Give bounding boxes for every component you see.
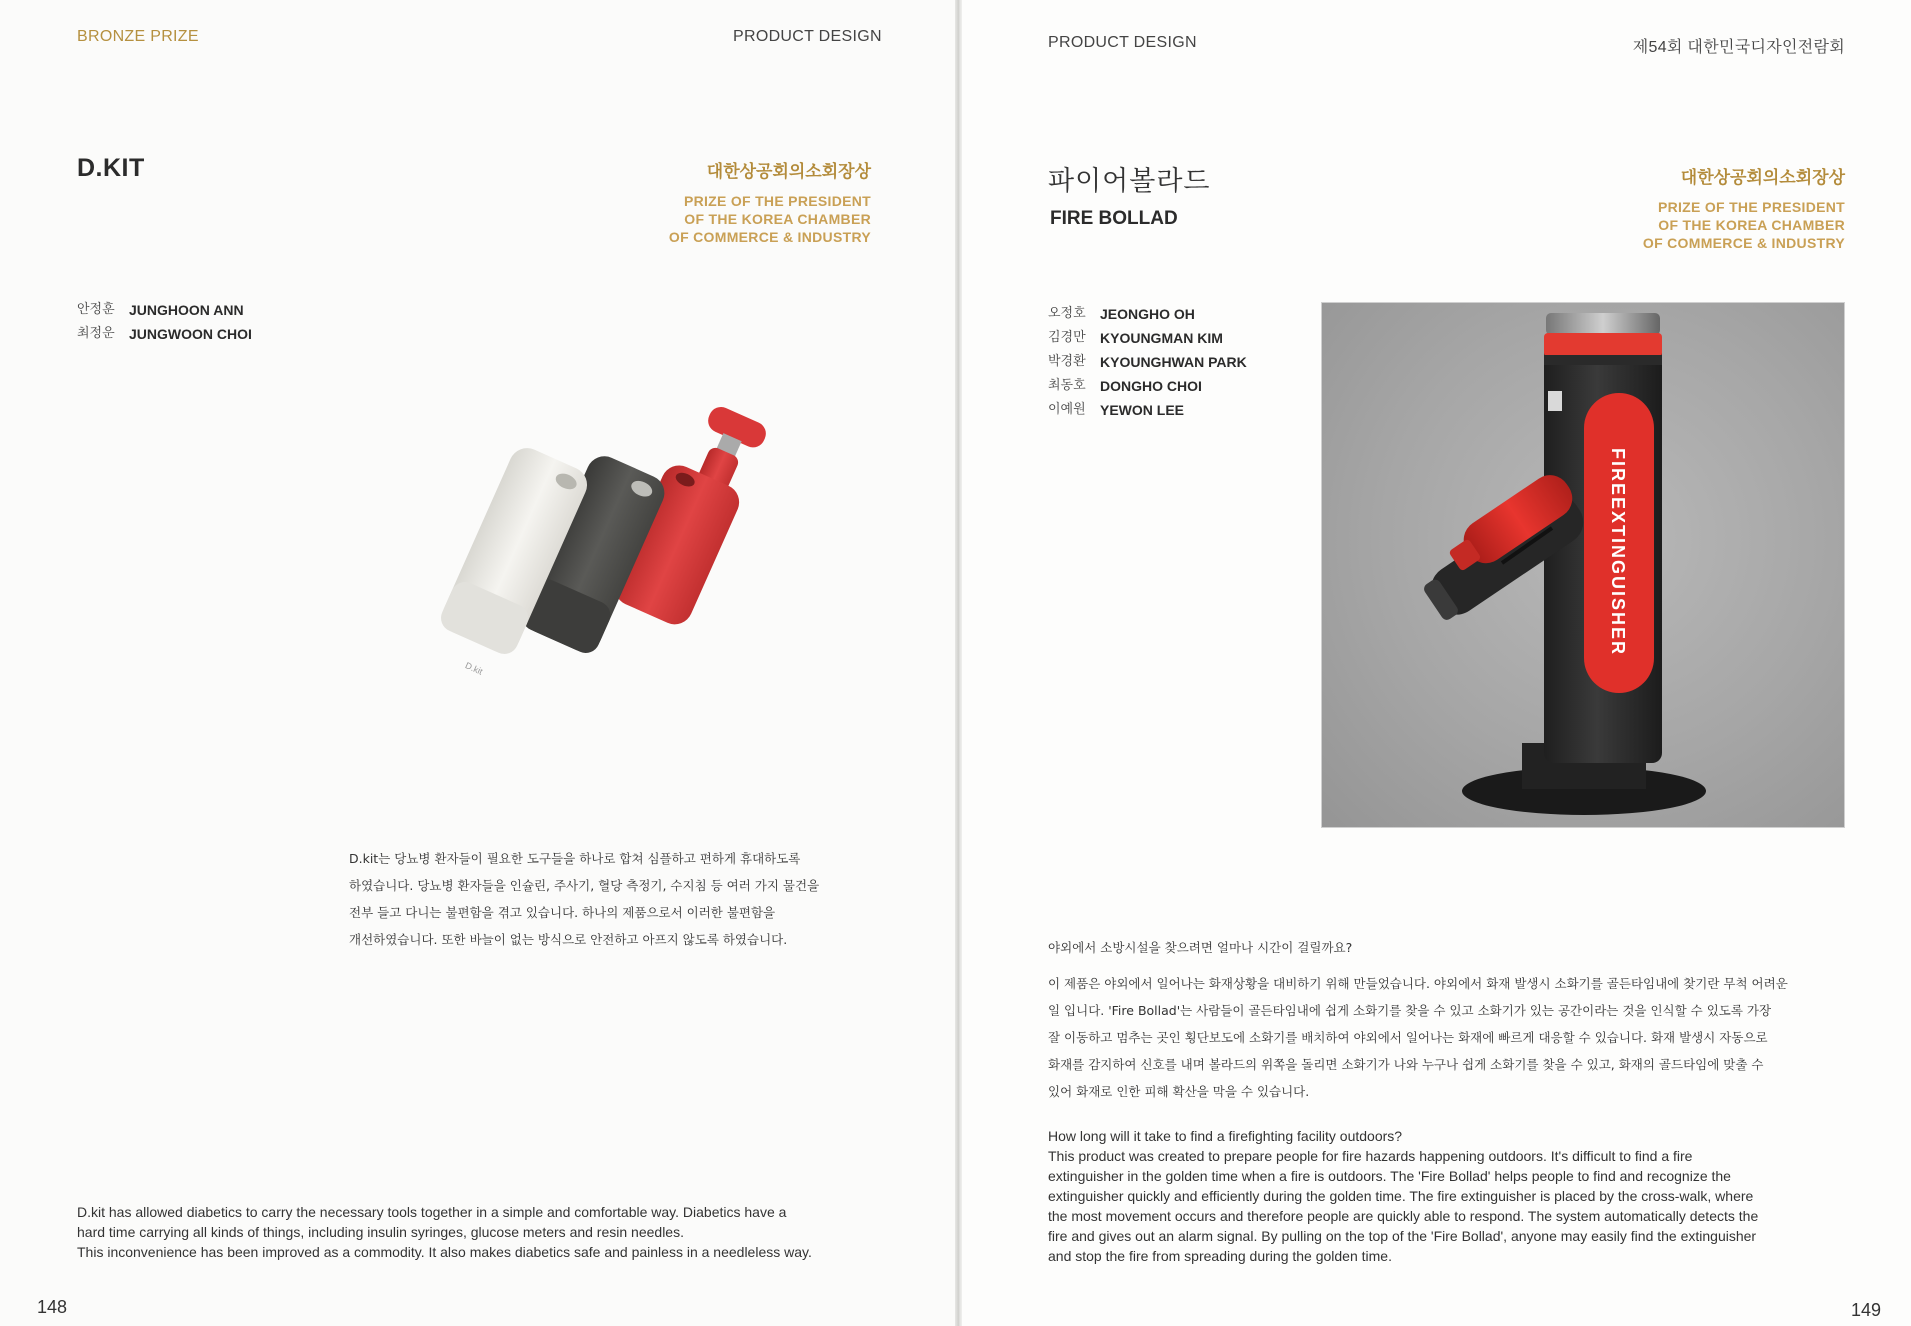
dkit-product-image <box>410 370 810 750</box>
designer-name-en: JUNGHOON ANN <box>129 302 244 318</box>
prize-category-header: BRONZE PRIZE <box>77 28 199 45</box>
designer-name-ko: 김경만 <box>1048 330 1086 345</box>
description-ko-line: 잘 이동하고 멈추는 곳인 횡단보도에 소화기를 배치하여 야외에서 일어나는 화재에 빠르게 대응할 수 있습니다. 화재 발생시 자동으로 <box>1048 1030 1768 1045</box>
prize-title-ko: 대한상공회의소회장상 <box>706 162 871 182</box>
description-ko-line: 전부 들고 다니는 불편함을 겪고 있습니다. 하나의 제품으로서 이러한 불편함을 <box>349 905 776 920</box>
description-ko-line: 일 입니다. 'Fire Bollad'는 사람들이 골든타임내에 쉽게 소화기를 찾을 수 있고 소화기가 있는 공간이라는 것을 인식할 수 있도록 가장 <box>1048 1003 1772 1018</box>
product-title-en: FIRE BOLLAD <box>1050 208 1178 229</box>
description-en <box>1048 1126 1868 1266</box>
designer-row <box>77 298 252 322</box>
exhibition-header: 제54회 대한민국디자인전람회 <box>1632 39 1845 56</box>
designer-name-ko: 안정훈 <box>77 302 115 317</box>
prize-title-ko: 대한상공회의소회장상 <box>1680 168 1845 188</box>
designer-name-en: KYOUNGHWAN PARK <box>1100 354 1247 370</box>
dkit-label: D.kit <box>463 660 485 677</box>
description-ko-line: 이 제품은 야외에서 일어나는 화재상황을 대비하기 위해 만들었습니다. 야외에서 화재 발생시 소화기를 골든타임내에 찾기란 무척 어려운 <box>1048 976 1788 991</box>
designer-row <box>1048 302 1247 326</box>
designer-name-ko: 최정운 <box>77 326 115 341</box>
description-ko <box>349 845 869 953</box>
prize-line: PRIZE OF THE PRESIDENT <box>1657 199 1845 215</box>
description-en-line: extinguisher quickly and efficiently during the golden time. The fire extinguisher is placed by the cross-walk, where <box>1048 1188 1754 1204</box>
description-en-line: hard time carrying all kinds of things, including insulin syringes, glucose meters and resin needles. <box>77 1224 684 1240</box>
designer-row <box>1048 326 1247 350</box>
prize-line: OF THE KOREA CHAMBER <box>684 211 871 227</box>
description-ko-line: 화재를 감지하여 신호를 내며 볼라드의 위쪽을 돌리면 소화기가 나와 누구나 쉽게 소화기를 찾을 수 있고, 화재의 골드타임에 맞출 수 <box>1048 1057 1764 1072</box>
page-number: 149 <box>1850 1300 1881 1320</box>
designer-name-en: JEONGHO OH <box>1100 306 1195 322</box>
prize-title-en <box>571 192 871 246</box>
prize-line: OF THE KOREA CHAMBER <box>1658 217 1845 233</box>
section-header: PRODUCT DESIGN <box>733 28 882 45</box>
designer-name-ko: 최동호 <box>1048 378 1086 393</box>
designer-row <box>1048 398 1247 422</box>
fire-bollad-illustration <box>1322 303 1845 828</box>
designer-name-ko: 박경환 <box>1048 354 1086 369</box>
description-ko-line: 개선하였습니다. 또한 바늘이 없는 방식으로 안전하고 아프지 않도록 하였습니다. <box>349 932 788 947</box>
description-en-line: and stop the fire from spreading during the golden time. <box>1048 1248 1392 1264</box>
section-header: PRODUCT DESIGN <box>1048 34 1197 51</box>
prize-block <box>571 157 871 246</box>
prize-line: OF COMMERCE & INDUSTRY <box>668 229 871 245</box>
designer-list <box>1048 302 1247 422</box>
fire-extinguisher-label: FIREEXTINGUISHER <box>1608 448 1628 657</box>
designer-name-en: YEWON LEE <box>1100 402 1185 418</box>
page-number: 148 <box>37 1297 68 1317</box>
designer-row <box>77 322 252 346</box>
description-en-line: How long will it take to find a firefighting facility outdoors? <box>1048 1128 1403 1144</box>
description-ko <box>1048 970 1878 1105</box>
fire-bollad-photo <box>1321 302 1845 828</box>
designer-row <box>1048 374 1247 398</box>
description-en-line: fire and gives out an alarm signal. By pulling on the top of the 'Fire Bollad', anyone may easily find the extinguisher <box>1048 1228 1757 1244</box>
description-en-line: the most movement occurs and therefore people are quickly able to respond. The system automatically detects the <box>1048 1208 1759 1224</box>
right-page <box>962 0 1911 1326</box>
designer-name-en: KYOUNGMAN KIM <box>1100 330 1223 346</box>
description-en-line: D.kit has allowed diabetics to carry the necessary tools together in a simple and comfortable way. Diabetics have a <box>77 1204 787 1220</box>
prize-line: OF COMMERCE & INDUSTRY <box>1642 235 1845 251</box>
product-title-ko: 파이어볼라드 <box>1048 166 1211 197</box>
prize-title-en <box>1545 198 1845 252</box>
designer-name-en: JUNGWOON CHOI <box>129 326 252 342</box>
description-ko-line: 하였습니다. 당뇨병 환자들을 인슐린, 주사기, 혈당 측정기, 수지침 등 여러 가지 물건을 <box>349 878 820 893</box>
description-en <box>77 1202 897 1262</box>
question-ko: 야외에서 소방시설을 찾으려면 얼마나 시간이 걸릴까요? <box>1048 940 1353 955</box>
description-ko-line: 있어 화재로 인한 피해 확산을 막을 수 있습니다. <box>1048 1084 1310 1099</box>
designer-name-ko: 이예원 <box>1048 402 1086 417</box>
designer-row <box>1048 350 1247 374</box>
description-ko-line: D.kit는 당뇨병 환자들이 필요한 도구들을 하나로 합쳐 심플하고 편하게 휴대하도록 <box>349 851 801 866</box>
designer-name-en: DONGHO CHOI <box>1100 378 1202 394</box>
prize-line: PRIZE OF THE PRESIDENT <box>683 193 871 209</box>
designer-list <box>77 298 252 346</box>
prize-block <box>1545 163 1845 252</box>
product-title: D.KIT <box>77 154 145 182</box>
description-en-line: extinguisher in the golden time when a fire is outdoors. The 'Fire Bollad' helps people to find and recognize the <box>1048 1168 1731 1184</box>
designer-name-ko: 오정호 <box>1048 306 1086 321</box>
description-en-line: This product was created to prepare people for fire hazards happening outdoors. It's difficult to find a fire <box>1048 1148 1693 1164</box>
description-en-line: This inconvenience has been improved as a commodity. It also makes diabetics safe and painless in a needleless way. <box>77 1244 812 1260</box>
